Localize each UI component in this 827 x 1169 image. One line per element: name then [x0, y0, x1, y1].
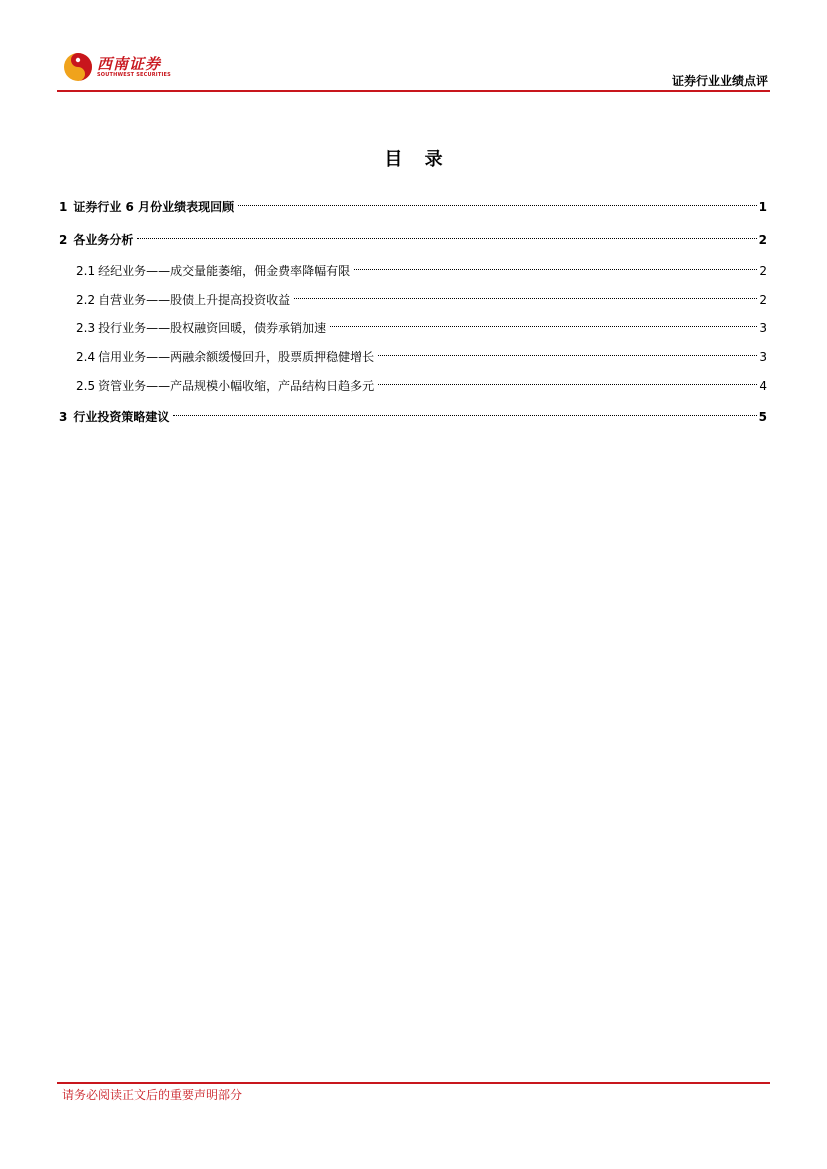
toc-leader-dots: [378, 343, 757, 361]
toc-entry-number: 1: [59, 200, 68, 214]
toc-leader-dots: [238, 193, 757, 211]
header-divider: [57, 90, 770, 92]
toc-leader-dots: [378, 372, 757, 390]
toc-entry-number: 2.2: [76, 293, 96, 307]
toc-title: 目 录: [384, 149, 451, 170]
toc-entry-number: 2.5: [76, 379, 96, 393]
toc-entry-title: 资管业务——产品规模小幅收缩，产品结构日趋多元: [98, 379, 375, 393]
toc-entry-2-5[interactable]: [59, 372, 767, 393]
toc-leader-dots: [173, 403, 756, 421]
toc-entry-number: 2.4: [76, 350, 96, 364]
toc-entry-title: 投行业务——股权融资回暖，债券承销加速: [98, 321, 327, 335]
toc-entry-page: 3: [759, 321, 767, 335]
toc-entry-2-1[interactable]: [59, 257, 767, 278]
toc-entry-page: 2: [759, 264, 767, 278]
toc-entry-title: 经纪业务——成交量能萎缩，佣金费率降幅有限: [98, 264, 351, 278]
toc-entry-2-2[interactable]: [59, 286, 767, 307]
toc-entry-2-3[interactable]: [59, 314, 767, 335]
toc-entry-number: 2.3: [76, 321, 96, 335]
toc-entry-1[interactable]: [59, 193, 767, 214]
toc-entry-title: 各业务分析: [73, 233, 134, 247]
toc-entry-number: 2: [59, 233, 68, 247]
footer-divider: [57, 1082, 770, 1084]
logo-company-name: 西南证券: [97, 54, 162, 73]
toc-entry-2[interactable]: [59, 226, 767, 247]
company-logo: [63, 50, 171, 84]
toc-entry-title: 证券行业 6 月份业绩表现回顾: [73, 200, 235, 214]
toc-entry-title: 信用业务——两融余额缓慢回升，股票质押稳健增长: [98, 350, 375, 364]
toc-leader-dots: [294, 286, 757, 304]
toc-entry-title: 自营业务——股债上升提高投资收益: [98, 293, 291, 307]
toc-entry-number: 2.1: [76, 264, 96, 278]
toc-entry-page: 2: [759, 293, 767, 307]
toc-entry-2-4[interactable]: [59, 343, 767, 364]
toc-leader-dots: [137, 226, 756, 244]
report-type: 证券行业业绩点评: [671, 74, 768, 88]
toc-leader-dots: [354, 257, 757, 275]
page-header: [57, 44, 770, 92]
logo-text: [97, 56, 171, 79]
toc-entry-page: 5: [758, 410, 767, 424]
toc-entry-page: 1: [758, 200, 767, 214]
footer-disclaimer: 请务必阅读正文后的重要声明部分: [62, 1088, 243, 1102]
southwest-securities-logo-icon: [63, 52, 93, 82]
logo-company-name-en: SOUTHWEST SECURITIES: [97, 71, 171, 78]
toc-entry-3[interactable]: [59, 403, 767, 424]
toc-leader-dots: [330, 314, 757, 332]
toc-entry-page: 4: [759, 379, 767, 393]
toc-entry-number: 3: [59, 410, 68, 424]
toc-entry-title: 行业投资策略建议: [73, 410, 170, 424]
toc-entry-page: 3: [759, 350, 767, 364]
toc-entry-page: 2: [758, 233, 767, 247]
